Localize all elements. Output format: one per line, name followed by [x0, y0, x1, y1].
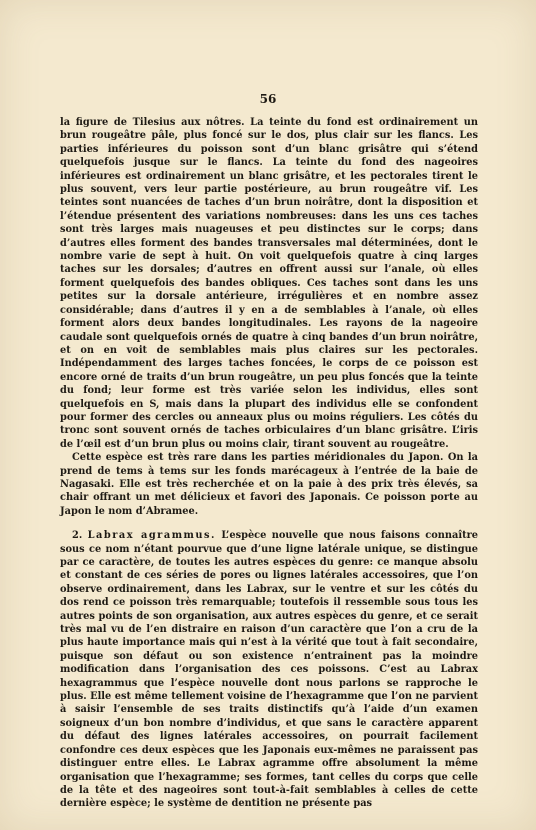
page-number: 56: [259, 92, 277, 106]
species-number: 2.: [72, 530, 83, 542]
species-description: L’espèce nouvelle que nous faisons connaître sous ce nom n’étant pourvue que d’une ligne latérale unique, se distingue par ce caractère, de toutes les autres espèces du genre: ce manque absolu et constant de ces séries de pores ou lignes latérales accessoires, que l’on observe ordinairement, dans les Labrax, sur le ventre et sur les côtés du dos rend ce poisson très remarquable; toutefois il ressemble sous tous les autres points de son organisation, aux autres espèces du genre, et ce serait très mal vu de l’en distraire en raison d’un caractère que l’on a cru de la plus haute importance mais qui n’est à la vérité que tout à fait secondaire, puisque son défaut ou son existence n’entrainent pas la moindre modification dans l’organisation des ces poissons. C’est au Labrax hexagrammus que l’espèce nouvelle dont nous parlons se rapproche le plus. Elle est même tellement voisine de l’hexagramme que l’on ne parvient à saisir l’ensemble de ses traits distinctifs qu’à l’aide d’un examen soigneux d’un bon nombre d’individus, et que sans le caractère apparent du défaut des lignes latérales accessoires, on pourrait facilement confondre ces deux espèces que les Japonais eux-mêmes ne paraissent pas distinguer entre elles. Le Labrax agramme offre absolument la même organisation que l’hexagramme; ses formes, tant celles du corps que celle de la tête et des nageoires sont tout-à-fait semblables à celles de cette dernière espèce; le système de dentition ne présente pas: [60, 530, 478, 810]
paragraph-coloration: la figure de Tilesius aux nôtres. La teinte du fond est ordinairement un brun rougeâtre pâle, plus foncé sur le dos, plus clair sur les flancs. Les parties inférieures du poisson sont d’un blanc grisâtre qui s’étend quelquefois jusque sur le flancs. La teinte du fond des nageoires inférieures est ordinairement un blanc grisâtre, et les pectorales tirent le plus souvent, vers leur partie postérieure, au brun rougeâtre vif. Les teintes sont nuancées de taches d’un brun noirâtre, dont la disposition et l’étendue présentent des variations nombreuses: dans les uns ces taches sont très larges mais nuageuses et peu distinctes sur le corps; dans d’autres elles forment des bandes transversales mal déterminées, dont le nombre varie de sept à huit. On voit quelquefois quatre à cinq larges taches sur les dorsales; d’autres en offrent aussi sur l’anale, où elles forment quelquefois des bandes obliques. Ces taches sont dans les uns petites sur la dorsale antérieure, irrégulières et en nombre assez considérable; dans d’autres il y en a de semblables à l’anale, où elles forment alors deux bandes longitudinales. Les rayons de la nageoire caudale sont quelquefois ornés de quatre à cinq bandes d’un brun noirâtre, et on en voit de semblables mais plus claires sur les pectorales. Indépendamment des larges taches foncées, le corps de ce poisson est encore orné de traits d’un brun rougeâtre, un peu plus foncés que la teinte du fond; leur forme est très variée selon les individus, elles sont quelquefois en S, mais dans la plupart des individus elle se confondent pour former des cercles ou anneaux plus ou moins réguliers. Les côtés du tronc sont souvent ornés de taches orbiculaires d’un blanc grisâtre. L’iris de l’œil est d’un brun plus ou moins clair, tirant souvent au rougeâtre.: [60, 117, 478, 450]
paragraph-labrax-agrammus: [60, 529, 478, 811]
paragraph-gap: [60, 518, 478, 529]
body-text: [60, 116, 478, 811]
paragraph-distribution: Cette espèce est très rare dans les parties méridionales du Japon. On la prend de tems à tems sur les fonds marécageux à l’entrée de la baie de Nagasaki. Elle est très recherchée et on la paie à des prix très élevés, sa chair offrant un met délicieux et favori des Japonais. Ce poisson porte au Japon le nom d’Abramee.: [60, 452, 478, 517]
species-name: Labrax agrammus.: [87, 530, 216, 542]
